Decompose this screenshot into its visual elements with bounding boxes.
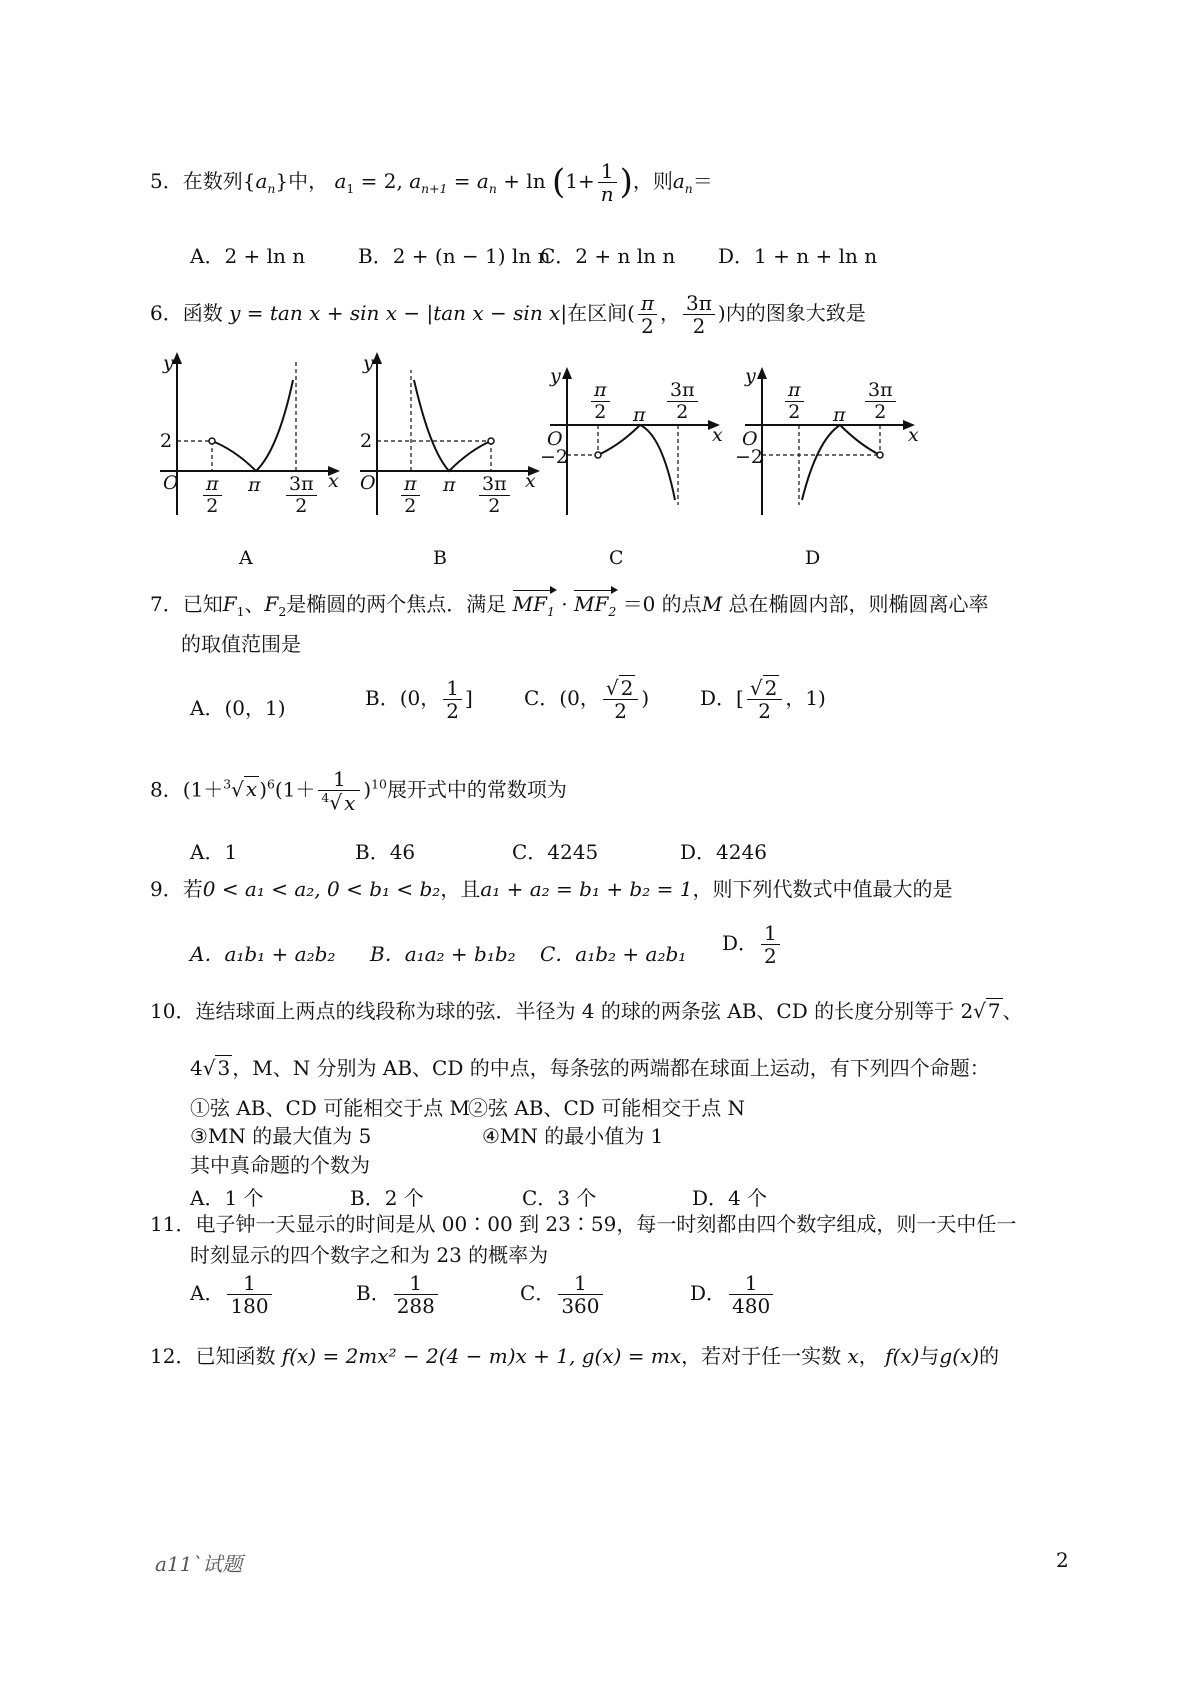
q8-part1: (1＋ (182, 777, 224, 802)
q5-eq: = 2, (360, 169, 403, 193)
q10-option-b[interactable]: B．2 个 (350, 1186, 424, 1210)
q11-option-b[interactable]: B． $\frac{1}{288}$ (356, 1272, 441, 1317)
q10-option-d[interactable]: D．4 个 (692, 1186, 768, 1210)
q6-formula: y = tan x + sin x − |tan x − sin x| (229, 301, 568, 325)
q7-vec-mf2: $MF_2$ (573, 592, 617, 619)
q7-option-b[interactable]: B．(0， $\frac{1}{2}$ ] (365, 676, 473, 723)
q5-eq2: = (453, 169, 471, 193)
q8-number: 8． (150, 777, 183, 802)
q6-text-b: 在区间( (567, 301, 635, 325)
q8-stem: 8．(1＋$^3$√ x )$^6$(1＋ $\frac{1}{^4√ x}$ )$^{10}$展开式中的常数项为 (150, 767, 567, 815)
graph-b-y: y (363, 352, 374, 374)
q10-prop-3: ③MN 的最大值为 5 (190, 1124, 372, 1148)
q5-a1: a (334, 169, 347, 193)
graph-d-pi: π (833, 404, 846, 426)
q9-option-a[interactable]: A．a₁b₁ + a₂b₂ (190, 942, 336, 966)
q10-text-1a: 连结球面上两点的线段称为球的弦．半径为 4 的球的两条弦 AB、CD 的长度分别等于 2 (195, 999, 974, 1023)
q12-number: 12． (150, 1344, 196, 1368)
graph-a-3pi2: $\frac{3\pi}{2}$ (286, 474, 317, 517)
q5-tail: ，则 (632, 169, 673, 193)
graph-c-o: O (547, 428, 563, 450)
q11-option-d[interactable]: D． $\frac{1}{480}$ (690, 1272, 776, 1317)
q12-text-b: ，若对于任一实数 (681, 1344, 842, 1368)
graph-a-o: O (163, 472, 179, 494)
q6-text-a: 函数 (182, 301, 223, 325)
graph-d-x: x (908, 424, 919, 446)
q5-an: a (476, 169, 489, 193)
q6-text-c: )内的图象大致是 (717, 301, 866, 325)
q7-option-d[interactable]: D．[ $\frac{√ 2}{2}$ ，1) (700, 676, 826, 723)
q5-ln: + ln (503, 169, 546, 193)
q11-option-c[interactable]: C． $\frac{1}{360}$ (520, 1272, 606, 1317)
q8-option-b[interactable]: B．46 (355, 840, 416, 864)
q9-stem (150, 877, 952, 901)
q5-one-plus: 1+ (565, 169, 595, 193)
q10-r3: 3 (217, 1056, 231, 1080)
q11-option-a[interactable]: A． $\frac{1}{180}$ (190, 1272, 275, 1317)
q10-line-1: 10．连结球面上两点的线段称为球的弦．半径为 4 的球的两条弦 AB、CD 的长度分别等于 2√ 7 、 (150, 999, 1023, 1023)
graph-label-d: D (805, 547, 821, 569)
q5-an1: a (409, 169, 422, 193)
graph-c-pi: π (633, 404, 646, 426)
q7-eq0: ＝0 的点 (622, 592, 702, 616)
q6-stem (150, 292, 866, 337)
footer-text: a11`试题 (155, 1552, 243, 1576)
q7-m: M (701, 592, 723, 616)
q8-option-c[interactable]: C．4245 (512, 840, 599, 864)
graph-a-pi: π (248, 474, 261, 496)
q7-option-a[interactable]: A．(0，1) (190, 696, 286, 720)
graph-d-m2: −2 (735, 446, 764, 468)
q5-sub-n1: n+1 (421, 181, 448, 196)
graph-c-x: x (712, 424, 723, 446)
q6-number: 6． (150, 301, 183, 325)
q5-seq: a (255, 169, 268, 193)
q10-number: 10． (150, 999, 196, 1023)
q5-fraction: $\frac{1}{n}$ (598, 160, 617, 205)
q10-ask: 其中真命题的个数为 (190, 1153, 370, 1177)
q7-stem-2: 的取值范围是 (181, 632, 301, 656)
graph-d-o: O (742, 428, 758, 450)
q12-stem (150, 1344, 999, 1368)
q9-option-b[interactable]: B．a₁a₂ + b₁b₂ (370, 942, 516, 966)
graph-d-3pi2: $\frac{3\pi}{2}$ (865, 380, 896, 423)
graph-d-y: y (745, 365, 756, 387)
q6-frac-3pi2: $\frac{3\pi}{2}$ (683, 292, 715, 337)
q10-option-a[interactable]: A．1 个 (190, 1186, 264, 1210)
q12-x: x (847, 1344, 859, 1368)
q7-text-c: 总在椭圆内部，则椭圆离心率 (728, 592, 989, 616)
q10-line-2: 4√ 3 ，M、N 分别为 AB、CD 的中点，每条弦的两端都在球面上运动，有下列四个命题： (190, 1056, 990, 1080)
q10-prop-1: ①弦 AB、CD 可能相交于点 M (190, 1096, 471, 1120)
q9-option-c[interactable]: C．a₁b₂ + a₂b₁ (540, 942, 687, 966)
q5-text: 在数列 (182, 169, 243, 193)
q10-text-2a: 4 (190, 1056, 203, 1080)
q5-number: 5． (150, 169, 183, 193)
graph-b-2: 2 (360, 430, 373, 452)
q12-text-c: ， (858, 1344, 879, 1368)
q9-option-d[interactable]: D． $\frac{1}{2}$ (722, 922, 783, 967)
q8-x: x (245, 777, 258, 802)
graph-d-pi2: $\frac{\pi}{2}$ (785, 380, 804, 423)
q7-dot: · (561, 592, 568, 616)
q6-comma: ， (660, 301, 681, 325)
graph-label-c: C (609, 547, 624, 569)
q11-number: 11． (150, 1212, 196, 1236)
q8-part2: (1＋ (274, 777, 316, 802)
q5-equals: ＝ (692, 169, 713, 193)
q7-option-c[interactable]: C．(0， $\frac{√ 2}{2}$ ) (524, 676, 650, 723)
graph-a-y: y (163, 352, 174, 374)
q12-fdef: f(x) = 2mx² − 2(4 − m)x + 1, g(x) = mx (281, 1344, 682, 1368)
q7-sep: 、 (244, 592, 265, 616)
q10-option-c[interactable]: C．3 个 (522, 1186, 597, 1210)
q5-option-a[interactable]: A．2 + ln n (190, 244, 306, 268)
graph-b-pi: π (443, 474, 456, 496)
q5-option-b[interactable]: B．2 + (n − 1) ln n (358, 244, 551, 268)
q9-number: 9． (150, 877, 183, 901)
q7-f1: F (222, 592, 237, 616)
graph-b-3pi2: $\frac{3\pi}{2}$ (479, 474, 510, 517)
q10-text-1b: 、 (1002, 999, 1023, 1023)
q7-vec-mf1: $MF_1$ (512, 592, 555, 619)
q5-option-d[interactable]: D．1 + n + ln n (718, 244, 878, 268)
q5-stem: 5．在数列$\{a_n\}$中， $a_1 = 2$, $a_{n+1} = a_n + \ln (1+$ $\frac{1}{n}$ )，则$a_n=$ (150, 159, 713, 206)
page-number: 2 (1056, 1548, 1069, 1572)
q10-prop-2: ②弦 AB、CD 可能相交于点 N (468, 1096, 746, 1120)
q8-root3: 3 (223, 776, 232, 792)
q9-text-c: ，则下列代数式中值最大的是 (692, 877, 953, 901)
q12-and: 与 (919, 1344, 940, 1368)
q7-text-b: 是椭圆的两个焦点．满足 (286, 592, 507, 616)
graph-a-2: 2 (160, 430, 173, 452)
q10-text-2b: ，M、N 分别为 AB、CD 的中点，每条弦的两端都在球面上运动，有下列四个命题： (232, 1056, 990, 1080)
q9-cond: 0 < a₁ < a₂, 0 < b₁ < b₂ (202, 877, 441, 901)
q6-frac-pi2: $\frac{\pi}{2}$ (638, 292, 657, 337)
q11-line-1 (150, 1212, 1016, 1236)
q8-exp10: 10 (371, 776, 387, 792)
graph-c-y: y (550, 365, 561, 387)
q9-text-a: 若 (182, 877, 203, 901)
graph-a-pi2: $\frac{\pi}{2}$ (203, 474, 222, 517)
q7-stem-1: 7．已知$F_1$、$F_2$是椭圆的两个焦点．满足 $MF_1 \cdot MF_2 =0$ 的点M 总在椭圆内部，则椭圆离心率 (150, 592, 989, 619)
q8-option-a[interactable]: A．1 (190, 840, 238, 864)
q6-graph-d[interactable] (735, 365, 935, 525)
graph-label-b: B (433, 547, 447, 569)
q5-sub: n (267, 181, 276, 196)
q12-gx: g(x) (939, 1344, 980, 1368)
q12-fx: f(x) (885, 1344, 920, 1368)
graph-b-o: O (360, 472, 376, 494)
q8-frac: $\frac{1}{^4√ x}$ (318, 768, 360, 814)
graph-label-a: A (239, 547, 253, 569)
graph-a-x: x (328, 470, 339, 492)
graph-b-pi2: $\frac{\pi}{2}$ (401, 474, 420, 517)
q12-tail: 的 (979, 1344, 1000, 1368)
graph-b-x: x (525, 470, 536, 492)
q9-text-b: ，且 (440, 877, 481, 901)
q8-exp6: 6 (267, 776, 275, 792)
q7-f2: F (264, 592, 279, 616)
q8-option-d[interactable]: D．4246 (680, 840, 767, 864)
q12-text-a: 已知函数 (195, 1344, 276, 1368)
q10-prop-4: ④MN 的最小值为 1 (482, 1124, 664, 1148)
q11-line-2: 时刻显示的四个数字之和为 23 的概率为 (190, 1243, 549, 1267)
graph-c-pi2: $\frac{\pi}{2}$ (591, 380, 610, 423)
q8-tail: 展开式中的常数项为 (386, 777, 567, 802)
q9-cond2: a₁ + a₂ = b₁ + b₂ = 1 (480, 877, 693, 901)
graph-c-3pi2: $\frac{3\pi}{2}$ (667, 380, 698, 423)
q7-text-a: 已知 (182, 592, 223, 616)
graph-c-m2: −2 (540, 446, 569, 468)
q5-mid: 中， (288, 169, 329, 193)
q5-an-end: a (672, 169, 685, 193)
q10-r7: 7 (987, 999, 1001, 1023)
q11-text-1: 电子钟一天显示的时间是从 00∶00 到 23∶59，每一时刻都由四个数字组成，则一天中任一 (195, 1212, 1017, 1236)
q7-number: 7． (150, 592, 183, 616)
q6-graph-c[interactable] (540, 365, 740, 525)
q5-option-c[interactable]: C．2 + n ln n (540, 244, 676, 268)
